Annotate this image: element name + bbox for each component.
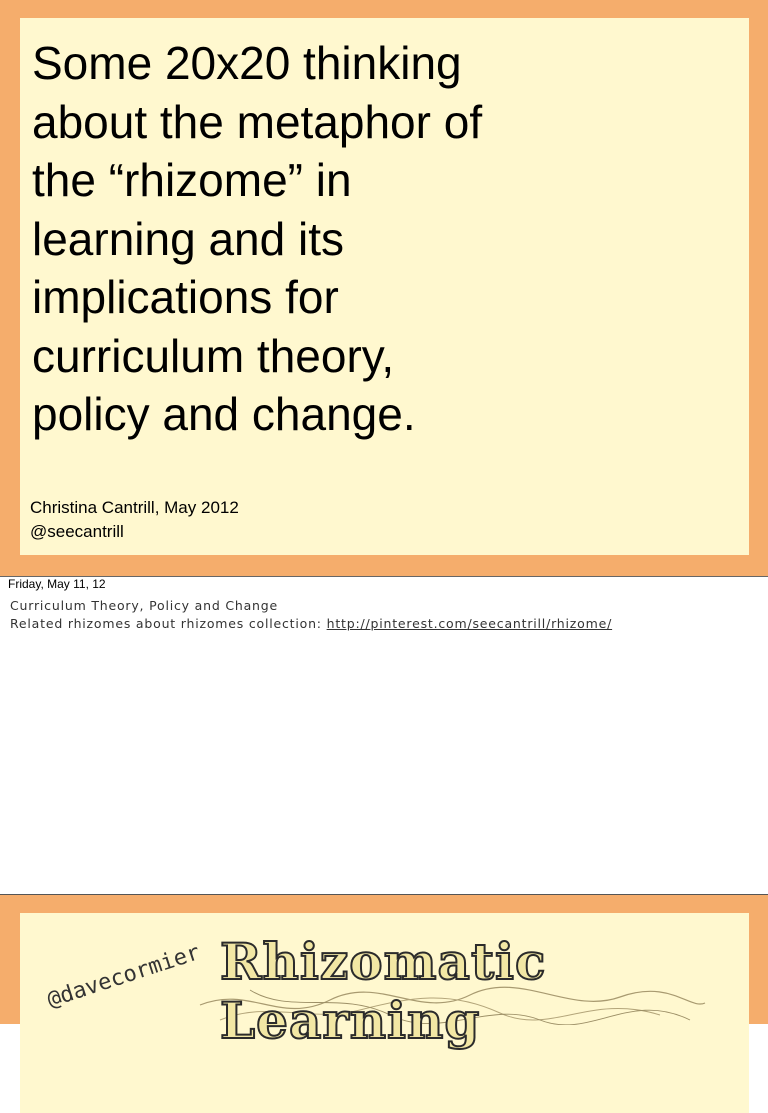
- date-stamp: Friday, May 11, 12: [8, 577, 106, 591]
- notes-line-1: Curriculum Theory, Policy and Change: [10, 598, 278, 613]
- notes-line-2: [10, 615, 612, 633]
- speaker-notes: [10, 597, 612, 633]
- pinterest-link[interactable]: http://pinterest.com/seecantrill/rhizome/: [326, 616, 613, 631]
- author-handle: @seecantrill: [30, 522, 124, 541]
- notes-line-2-prefix: Related rhizomes about rhizomes collection:: [10, 616, 327, 631]
- rhizomatic-learning-title: Rhizomatic Learning: [220, 932, 547, 1050]
- slide-1-panel: [20, 18, 749, 555]
- slide-title: Some 20x20 thinking about the metaphor of the “rhizome” in learning and its implications for curriculum theory, policy and change.: [32, 37, 483, 440]
- author-block: [30, 496, 239, 544]
- author-line: Christina Cantrill, May 2012: [30, 498, 239, 517]
- divider: [0, 576, 768, 577]
- davecormier-handle: @davecormier: [44, 940, 204, 1013]
